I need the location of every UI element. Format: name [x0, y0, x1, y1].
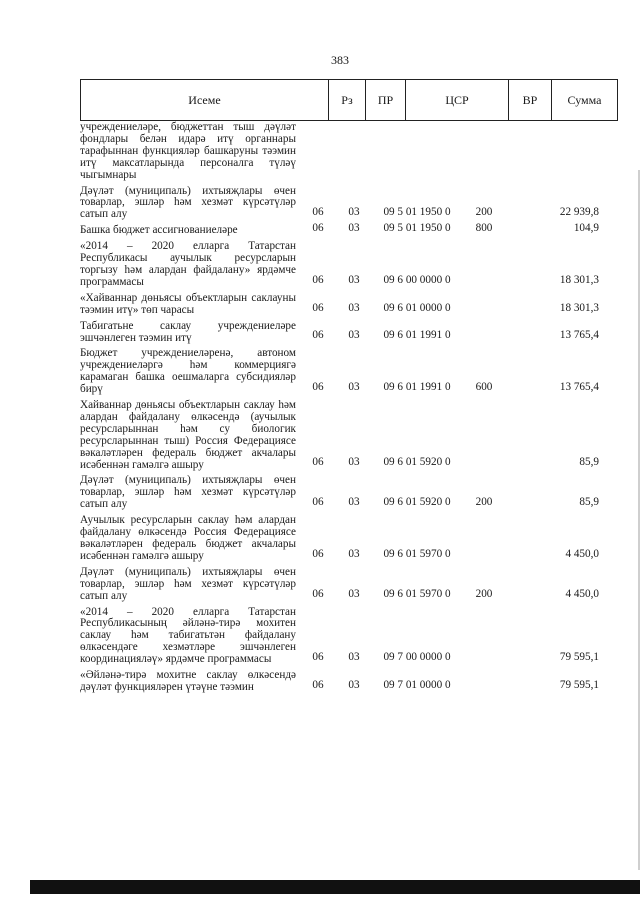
table-row [80, 185, 618, 222]
table-row [80, 399, 618, 471]
scan-bottom-edge [30, 880, 640, 894]
row-name: «2014 – 2020 елларга Татарстан Республикасы аучылык ресурсларын торгызу һәм алардан файдалану» ярдәмче программасы [80, 240, 296, 288]
row-sum: 18 301,3 [559, 273, 599, 286]
row-name: «2014 – 2020 елларга Татарстан Республикасының әйләнә-тирә мохитен саклау һәм табигатьтән файдалану өлкәсендәге хезмәтләре эшчәнлеген координацияләү» ярдәмче программасы [80, 605, 296, 666]
row-rz: 06 [312, 301, 324, 314]
column-header-vr: ВР [509, 80, 552, 120]
row-csr: 09 6 00 0000 0 [383, 273, 451, 286]
row-csr: 09 6 01 5970 0 [383, 547, 451, 560]
row-sum: 18 301,3 [559, 301, 599, 314]
row-csr: 09 6 01 1991 0 [383, 381, 451, 394]
row-name: Хайваннар дөньясы объектларын саклау һәм алардан файдалану өлкәсендә (аучылык ресурсларыннан һәм су биологик ресурсларыннан тыш) Россия Федерациясе вәкаләтләрен федераль бюджет акчалары исәбеннән гамәлгә ашыру [80, 399, 296, 471]
row-sum: 22 939,8 [559, 206, 599, 219]
row-sum: 13 765,4 [559, 381, 599, 394]
row-rz: 06 [312, 381, 324, 394]
table-row [80, 606, 618, 667]
table-row [80, 474, 618, 511]
row-sum: 13 765,4 [559, 329, 599, 342]
row-pr: 03 [348, 678, 360, 691]
row-sum: 85,9 [579, 496, 599, 509]
row-sum: 4 450,0 [565, 587, 599, 600]
row-csr: 09 5 01 1950 0 [383, 206, 451, 219]
row-csr: 09 6 01 5920 0 [383, 456, 451, 469]
row-name: «Хайваннар дөньясы объектларын саклауны тәэмин итү» төп чарасы [80, 291, 296, 316]
row-name: Аучылык ресурсларын саклау һәм алардан файдалану өлкәсендә Россия Федерациясе вәкаләтләрен федераль бюджет акчалары исәбеннән гамәлгә ашыру [80, 514, 296, 562]
page-number: 383 [331, 53, 349, 67]
column-header-sum: Сумма [567, 93, 602, 107]
row-vr: 200 [475, 587, 493, 600]
row-pr: 03 [348, 301, 360, 314]
row-rz: 06 [312, 273, 324, 286]
row-rz: 06 [312, 329, 324, 342]
table-row [80, 566, 618, 603]
row-pr: 03 [348, 496, 360, 509]
row-pr: 03 [348, 222, 360, 235]
row-rz: 06 [312, 222, 324, 235]
budget-table-body [80, 121, 618, 697]
row-vr: 600 [475, 381, 493, 394]
row-name: Бюджет учреждениеләренә, автоном учреждениеләргә һәм коммерциягә карамаган башка оешмаларга субсидияләр бирү [80, 347, 296, 396]
row-pr: 03 [348, 206, 360, 219]
row-csr: 09 5 01 1950 0 [383, 222, 451, 235]
row-csr: 09 6 01 5920 0 [383, 496, 451, 509]
column-header-name: Исеме [81, 80, 329, 120]
row-vr: 200 [475, 206, 493, 219]
table-row [80, 240, 618, 289]
row-name: Дәүләт (муниципаль) ихтыяҗлары өчен товарлар, эшләр һәм хезмәт күрсәтүләр сатып алу [80, 184, 296, 221]
row-sum: 85,9 [579, 456, 599, 469]
row-csr: 09 6 01 0000 0 [383, 301, 451, 314]
row-pr: 03 [348, 381, 360, 394]
table-row [80, 669, 618, 694]
column-header-pr: ПР [366, 80, 406, 120]
row-rz: 06 [312, 651, 324, 664]
row-name: Табигатьне саклау учреждениеләре эшчәнлеген тәэмин итү [80, 319, 296, 344]
row-name: Дәүләт (муниципаль) ихтыяҗлары өчен товарлар, эшләр һәм хезмәт күрсәтүләр сатып алу [80, 565, 296, 602]
row-name: «Әйләнә-тирә мохитне саклау өлкәсендә дәүләт функцияләрен үтәүне тәэмин [80, 669, 296, 693]
table-row [80, 292, 618, 317]
row-sum: 104,9 [573, 222, 599, 235]
row-pr: 03 [348, 456, 360, 469]
row-vr: 800 [475, 222, 493, 235]
row-pr: 03 [348, 329, 360, 342]
row-sum: 79 595,1 [559, 678, 599, 691]
row-rz: 06 [312, 456, 324, 469]
table-row [80, 514, 618, 563]
table-header [80, 79, 618, 121]
row-pr: 03 [348, 587, 360, 600]
row-sum: 79 595,1 [559, 651, 599, 664]
table-row [80, 121, 618, 182]
row-csr: 09 6 01 5970 0 [383, 587, 451, 600]
table-row [80, 320, 618, 345]
row-csr: 09 7 00 0000 0 [383, 651, 451, 664]
row-rz: 06 [312, 496, 324, 509]
row-sum: 4 450,0 [565, 547, 599, 560]
row-pr: 03 [348, 547, 360, 560]
column-header-csr: ЦСР [406, 80, 509, 120]
row-csr: 09 7 01 0000 0 [383, 678, 451, 691]
row-vr: 200 [475, 496, 493, 509]
row-rz: 06 [312, 206, 324, 219]
row-name: Дәүләт (муниципаль) ихтыяҗлары өчен товарлар, эшләр һәм хезмәт күрсәтүләр сатып алу [80, 474, 296, 511]
row-name: учреждениеләре, бюджеттан тыш дәүләт фондлары белән идарә итү органнары тарафыннан функцияләр башкаруны тәэмин итү максатларында персоналга түләү чыгымнары [80, 121, 296, 181]
row-rz: 06 [312, 587, 324, 600]
row-rz: 06 [312, 678, 324, 691]
row-csr: 09 6 01 1991 0 [383, 329, 451, 342]
row-rz: 06 [312, 547, 324, 560]
row-pr: 03 [348, 273, 360, 286]
row-name: Башка бюджет ассигнованиеләре [80, 224, 238, 237]
column-header-rz: Рз [329, 80, 366, 120]
row-pr: 03 [348, 651, 360, 664]
table-row [80, 224, 618, 237]
table-row [80, 347, 618, 396]
